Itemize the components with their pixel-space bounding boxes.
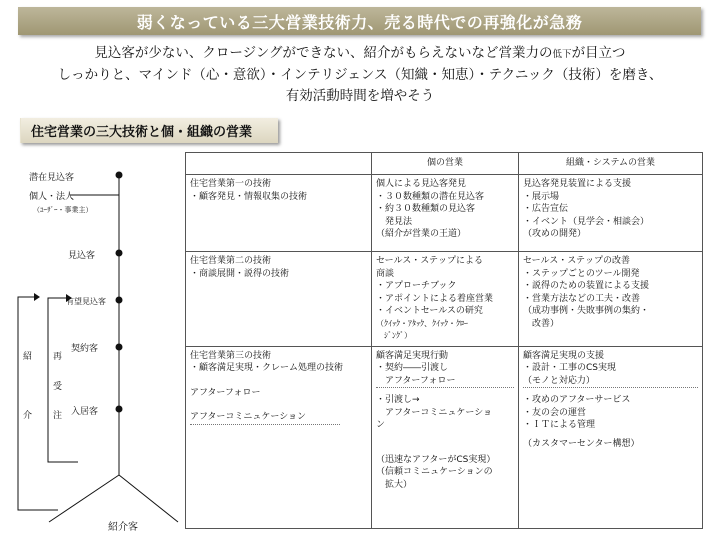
sales-technique-table	[185, 152, 703, 529]
text-line: ・３０数種類の潜在見込客	[376, 191, 485, 202]
text-line: ・アプローチブック	[376, 281, 457, 291]
text-line: ・ステップごとのツール開発	[523, 268, 640, 279]
text-line: ・説得のための装置による支援	[523, 281, 650, 291]
cell-org-3	[519, 346, 703, 528]
text-line: ・約３０数種類の見込客	[376, 204, 476, 214]
intro-text	[0, 43, 720, 107]
cell-org-2	[519, 252, 703, 347]
section-title-text: 住宅営業の三大技術と個・組織の営業	[31, 125, 253, 140]
text-line: （ｸｲｯｸ・ｱﾀｯｸ、ｸｲｯｸ・ｸﾛｰ	[376, 318, 468, 328]
text-line: ・顧客発見・情報収集の技術	[190, 191, 308, 202]
text-line: ・広告宣伝	[523, 204, 569, 214]
funnel-left-line	[49, 475, 119, 522]
table-row	[186, 346, 703, 528]
text-line: 顧客満足実現行動	[376, 350, 449, 361]
text-line: アフターコミニュケーション	[190, 411, 340, 425]
text-line: アフターコミニュケーショ	[376, 407, 493, 418]
label-sensai: 潜在見込客	[29, 173, 75, 183]
text-line: ・ＩＴによる管理	[523, 420, 596, 430]
text-line: ・顧客満足実現・クレーム処理の技術	[190, 363, 344, 373]
customer-flow-diagram	[0, 150, 190, 540]
header-technique	[186, 153, 372, 175]
text-line: （信頼コミニュケーションの	[376, 467, 493, 477]
text-line: セールス・ステップによる	[376, 256, 484, 266]
text-line: 改善）	[523, 318, 560, 329]
text-line: ・イベントセールスの研究	[376, 306, 483, 316]
text-line: 見込客発見装置による支援	[523, 179, 632, 189]
text-line: 顧客満足実現の支援	[523, 350, 605, 361]
table-header-row	[186, 153, 703, 175]
intro-line-2: しっかりと、マインド（心・意欲）・インテリジェンス（知織・知恵）・テクニック（技術）を磨き、	[57, 67, 663, 83]
text-line: （迅速なアフターがCS実現）	[376, 454, 496, 465]
text-line: 発見法	[376, 216, 413, 227]
text-line: ・展示場	[523, 191, 560, 202]
intro-line-1-small: 低下	[552, 49, 572, 60]
label-yubo: 有望見込客	[66, 297, 106, 306]
intro-line-1b: が目立つ	[571, 45, 626, 61]
title-banner	[18, 7, 701, 35]
node-yubo	[116, 297, 123, 304]
text-line: ・アポイントによる着座営業	[376, 293, 494, 304]
text-line: ・イベント（見学会・相談会）	[523, 216, 650, 227]
cell-tech-1	[186, 175, 372, 252]
text-line: セールス・ステップの改善	[523, 256, 631, 266]
node-keiyaku	[116, 344, 123, 351]
node-sensai	[116, 172, 123, 179]
text-line: ・攻めのアフターサービス	[523, 395, 631, 405]
text-line: （モノと対応力）	[523, 375, 698, 389]
spacer	[190, 375, 367, 387]
section-title	[20, 118, 278, 143]
text-line: 住宅営業第三の技術	[190, 350, 272, 361]
label-shokai-1: 紹	[23, 352, 33, 362]
label-saijuchu-2: 受	[53, 382, 63, 392]
label-nyukyo: 入居客	[71, 407, 99, 417]
node-nyukyo	[116, 406, 123, 413]
cell-individual-3	[372, 346, 519, 528]
text-line: ・設計・工事のCS実現	[523, 363, 616, 373]
label-saijuchu-1: 再	[53, 352, 63, 362]
cell-individual-2	[372, 252, 519, 347]
node-mikomi	[116, 250, 123, 257]
intro-line-3: 有効活動時間を増やそう	[285, 88, 435, 104]
label-mikomi: 見込客	[68, 251, 96, 261]
label-shokai-kyaku: 紹介客	[108, 522, 138, 533]
text-line: ・引渡し→	[376, 395, 420, 405]
text-line: 住宅営業第二の技術	[190, 256, 272, 266]
text-line: （攻めの開発）	[523, 229, 587, 239]
referral-loop-line	[18, 297, 58, 510]
header-individual: 個の営業	[372, 153, 519, 175]
text-line: アフターフォロー	[376, 375, 514, 389]
text-line: （成功事例・失敗事例の集約・	[523, 306, 650, 316]
intro-line-1a: 見込客が少ない、クロージングができない、紹介がもらえないなど営業力の	[94, 45, 553, 61]
funnel-right-line	[119, 475, 178, 522]
text-line: （紹介が営業の王道）	[376, 229, 467, 239]
text-line: ｼﾞﾝｸﾞ）	[376, 331, 412, 340]
referral-arrowhead	[34, 293, 40, 301]
cell-tech-2	[186, 252, 372, 347]
cell-individual-1	[372, 175, 519, 252]
text-line: 商談	[376, 268, 395, 279]
spacer	[190, 399, 367, 411]
text-line: （カスタマーセンター構想）	[523, 438, 640, 449]
label-user: （ﾕｰｻﾞｰ・事業主）	[33, 206, 93, 214]
spacer	[376, 432, 514, 454]
label-keiyaku: 契約客	[71, 344, 99, 354]
table-row	[186, 175, 703, 252]
cell-org-1	[519, 175, 703, 252]
text-line: 住宅営業第一の技術	[190, 179, 272, 189]
text-line: 個人による見込客発見	[376, 179, 467, 189]
text-line: ・商談展開・説得の技術	[190, 268, 290, 279]
label-shokai-2: 介	[23, 411, 33, 421]
cell-tech-3	[186, 346, 372, 528]
text-line: ・友の会の運営	[523, 407, 587, 418]
text-line: アフターフォロー	[190, 387, 261, 398]
text-line: 拡大）	[376, 479, 413, 490]
table-row	[186, 252, 703, 347]
text-line: ・契約――引渡し	[376, 363, 449, 373]
intro-line-1	[0, 43, 720, 65]
text-line: ン	[376, 420, 386, 430]
text-line: ・営業方法などの工夫・改善	[523, 293, 641, 304]
header-organization: 組織・システムの営業	[519, 153, 703, 175]
page-title: 弱くなっている三大営業技術力、売る時代での再強化が急務	[136, 12, 583, 32]
label-saijuchu-3: 注	[53, 411, 63, 421]
label-kojin-hojin: 個人・法人	[29, 192, 75, 202]
